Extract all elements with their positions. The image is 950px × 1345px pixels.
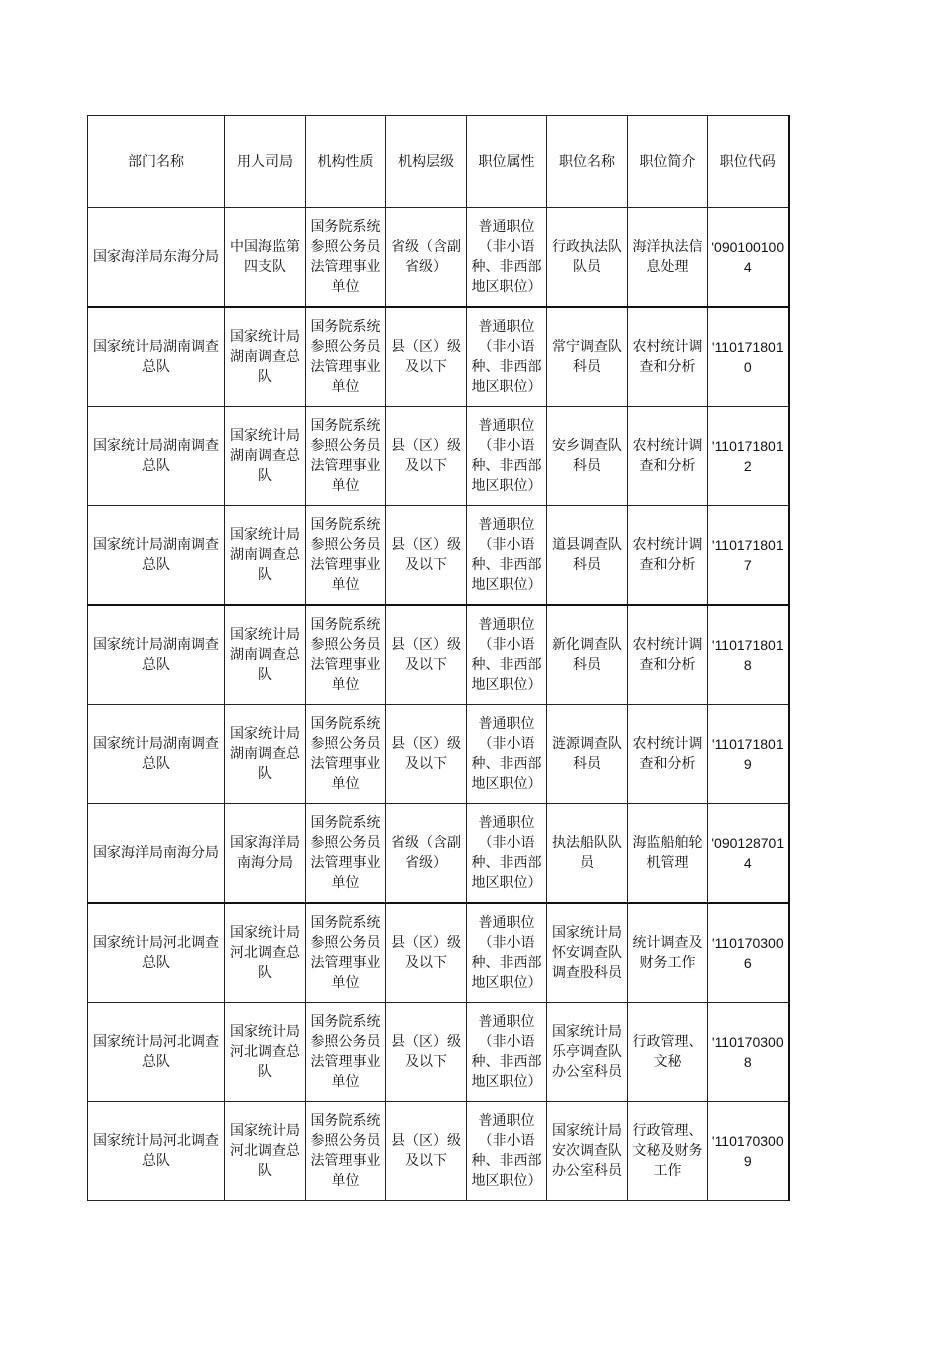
cell-position-desc: 海监船舶轮机管理 — [628, 804, 708, 904]
cell-position-name: 国家统计局怀安调查队调查股科员 — [547, 903, 628, 1003]
cell-org-level: 县（区）级及以下 — [386, 506, 467, 606]
table-row — [88, 208, 789, 308]
cell-dept-name: 国家海洋局东海分局 — [88, 208, 225, 308]
cell-position-name: 常宁调查队科员 — [547, 307, 628, 407]
cell-org-nature: 国务院系统参照公务员法管理事业单位 — [306, 506, 386, 606]
cell-employing-bureau: 国家统计局湖南调查总队 — [225, 407, 306, 506]
cell-org-nature: 国务院系统参照公务员法管理事业单位 — [306, 903, 386, 1003]
cell-org-level: 县（区）级及以下 — [386, 1102, 467, 1201]
cell-position-desc: 统计调查及财务工作 — [628, 903, 708, 1003]
cell-org-nature: 国务院系统参照公务员法管理事业单位 — [306, 1003, 386, 1102]
table-row — [88, 506, 789, 606]
cell-position-desc: 农村统计调查和分析 — [628, 506, 708, 606]
cell-position-attr: 普通职位（非小语种、非西部地区职位） — [467, 705, 547, 804]
header-employing-bureau: 用人司局 — [225, 116, 306, 208]
cell-position-name: 道县调查队科员 — [547, 506, 628, 606]
cell-employing-bureau: 国家海洋局南海分局 — [225, 804, 306, 904]
cell-position-code: '1101718017 — [708, 506, 789, 606]
cell-position-code: '0901001004 — [708, 208, 789, 308]
cell-org-nature: 国务院系统参照公务员法管理事业单位 — [306, 804, 386, 904]
cell-position-attr: 普通职位（非小语种、非西部地区职位） — [467, 208, 547, 308]
cell-dept-name: 国家统计局湖南调查总队 — [88, 407, 225, 506]
table-row — [88, 903, 789, 1003]
cell-position-code: '1101718012 — [708, 407, 789, 506]
cell-position-code: '1101703006 — [708, 903, 789, 1003]
cell-position-attr: 普通职位（非小语种、非西部地区职位） — [467, 605, 547, 705]
cell-employing-bureau: 国家统计局河北调查总队 — [225, 1003, 306, 1102]
cell-dept-name: 国家统计局湖南调查总队 — [88, 605, 225, 705]
cell-dept-name: 国家统计局湖南调查总队 — [88, 705, 225, 804]
cell-position-code: '1101703008 — [708, 1003, 789, 1102]
position-table — [87, 115, 790, 1201]
table-row — [88, 605, 789, 705]
cell-position-name: 国家统计局乐亭调查队办公室科员 — [547, 1003, 628, 1102]
header-dept-name: 部门名称 — [88, 116, 225, 208]
cell-position-name: 执法船队队员 — [547, 804, 628, 904]
cell-org-level: 县（区）级及以下 — [386, 407, 467, 506]
cell-position-attr: 普通职位（非小语种、非西部地区职位） — [467, 506, 547, 606]
table-row — [88, 1102, 789, 1201]
cell-org-nature: 国务院系统参照公务员法管理事业单位 — [306, 208, 386, 308]
cell-position-code: '1101718019 — [708, 705, 789, 804]
cell-org-level: 县（区）级及以下 — [386, 705, 467, 804]
cell-position-name: 国家统计局安次调查队办公室科员 — [547, 1102, 628, 1201]
cell-position-code: '1101718018 — [708, 605, 789, 705]
table-row — [88, 1003, 789, 1102]
cell-dept-name: 国家海洋局南海分局 — [88, 804, 225, 904]
cell-position-code: '1101718010 — [708, 307, 789, 407]
cell-position-code: '0901287014 — [708, 804, 789, 904]
cell-position-desc: 行政管理、文秘 — [628, 1003, 708, 1102]
cell-dept-name: 国家统计局湖南调查总队 — [88, 506, 225, 606]
cell-position-desc: 农村统计调查和分析 — [628, 307, 708, 407]
cell-position-name: 涟源调查队科员 — [547, 705, 628, 804]
cell-org-nature: 国务院系统参照公务员法管理事业单位 — [306, 705, 386, 804]
cell-org-nature: 国务院系统参照公务员法管理事业单位 — [306, 407, 386, 506]
cell-org-level: 县（区）级及以下 — [386, 307, 467, 407]
header-position-code: 职位代码 — [708, 116, 789, 208]
cell-position-desc: 行政管理、文秘及财务工作 — [628, 1102, 708, 1201]
cell-position-desc: 农村统计调查和分析 — [628, 407, 708, 506]
cell-position-desc: 农村统计调查和分析 — [628, 705, 708, 804]
table-row — [88, 804, 789, 904]
cell-position-attr: 普通职位（非小语种、非西部地区职位） — [467, 1102, 547, 1201]
cell-position-code: '1101703009 — [708, 1102, 789, 1201]
cell-position-attr: 普通职位（非小语种、非西部地区职位） — [467, 1003, 547, 1102]
cell-employing-bureau: 国家统计局河北调查总队 — [225, 1102, 306, 1201]
cell-org-nature: 国务院系统参照公务员法管理事业单位 — [306, 605, 386, 705]
cell-position-desc: 农村统计调查和分析 — [628, 605, 708, 705]
cell-org-level: 县（区）级及以下 — [386, 605, 467, 705]
cell-position-name: 安乡调查队科员 — [547, 407, 628, 506]
cell-position-desc: 海洋执法信息处理 — [628, 208, 708, 308]
cell-position-name: 新化调查队科员 — [547, 605, 628, 705]
cell-employing-bureau: 国家统计局湖南调查总队 — [225, 705, 306, 804]
table-row — [88, 705, 789, 804]
header-org-level: 机构层级 — [386, 116, 467, 208]
cell-dept-name: 国家统计局河北调查总队 — [88, 1003, 225, 1102]
header-position-desc: 职位简介 — [628, 116, 708, 208]
cell-org-level: 省级（含副省级） — [386, 208, 467, 308]
cell-employing-bureau: 国家统计局河北调查总队 — [225, 903, 306, 1003]
header-row — [88, 116, 789, 208]
cell-dept-name: 国家统计局河北调查总队 — [88, 903, 225, 1003]
table-row — [88, 407, 789, 506]
cell-org-nature: 国务院系统参照公务员法管理事业单位 — [306, 1102, 386, 1201]
cell-employing-bureau: 国家统计局湖南调查总队 — [225, 605, 306, 705]
cell-employing-bureau: 国家统计局湖南调查总队 — [225, 307, 306, 407]
cell-position-attr: 普通职位（非小语种、非西部地区职位） — [467, 804, 547, 904]
header-org-nature: 机构性质 — [306, 116, 386, 208]
cell-dept-name: 国家统计局湖南调查总队 — [88, 307, 225, 407]
cell-position-attr: 普通职位（非小语种、非西部地区职位） — [467, 407, 547, 506]
cell-org-nature: 国务院系统参照公务员法管理事业单位 — [306, 307, 386, 407]
header-position-name: 职位名称 — [547, 116, 628, 208]
cell-org-level: 县（区）级及以下 — [386, 1003, 467, 1102]
cell-position-attr: 普通职位（非小语种、非西部地区职位） — [467, 307, 547, 407]
cell-position-attr: 普通职位（非小语种、非西部地区职位） — [467, 903, 547, 1003]
cell-employing-bureau: 国家统计局湖南调查总队 — [225, 506, 306, 606]
cell-employing-bureau: 中国海监第四支队 — [225, 208, 306, 308]
header-position-attr: 职位属性 — [467, 116, 547, 208]
cell-org-level: 县（区）级及以下 — [386, 903, 467, 1003]
table-row — [88, 307, 789, 407]
cell-dept-name: 国家统计局河北调查总队 — [88, 1102, 225, 1201]
cell-position-name: 行政执法队队员 — [547, 208, 628, 308]
cell-org-level: 省级（含副省级） — [386, 804, 467, 904]
